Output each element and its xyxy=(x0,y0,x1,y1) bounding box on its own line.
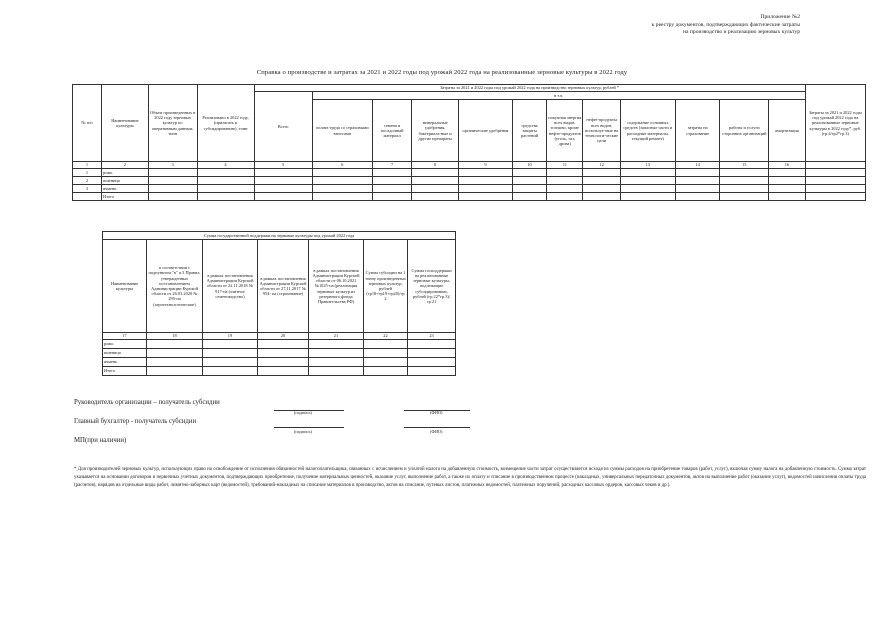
col-number: 16 xyxy=(769,162,805,169)
col-header-subsidy-total: Сумма господдержки на реализованные зерновые культуры, подлежащие субсидированию, рублей (гр.22*гр.3)/гр.21 xyxy=(408,240,456,333)
col-number: 4 xyxy=(197,162,254,169)
signature-head-label: Руководитель организации – получатель субсидии xyxy=(74,399,220,406)
col-header-final-costs: Затраты за 2021 и 2022 годы под урожай 2022 года на реализованные зерновые культуры в 2022 году*, руб. (гр.4/гр2*гр.3) xyxy=(805,85,865,162)
name-hint: (ФИО) xyxy=(430,410,443,415)
column-number-row xyxy=(103,333,456,340)
col-header-seeds: семена и посадочный материал xyxy=(372,100,411,162)
row-crop-name: рожь xyxy=(102,169,149,177)
col-header-total: Всего xyxy=(254,92,312,162)
row-crop-name: пшеница xyxy=(102,177,149,185)
table-row xyxy=(103,358,456,367)
col-header-no: № п/п xyxy=(73,85,102,162)
col-header-insurance: затраты на страхование xyxy=(675,100,720,162)
col-number: 20 xyxy=(258,333,309,340)
costs-table xyxy=(72,84,866,201)
col-number: 9 xyxy=(458,162,512,169)
col-number: 14 xyxy=(675,162,720,169)
col-number: 15 xyxy=(720,162,769,169)
table-row xyxy=(103,349,456,358)
col-number: 22 xyxy=(364,333,408,340)
col-header-insurance: в рамках постановления Администрации Курской области от 27.11.2017 № 954- па (страхование) xyxy=(258,240,309,333)
col-header-reserve-fund: в рамках постановления Администрации Курской области от 06.10.2021 №1025-па (реализация зерновых культур из резервного фонда Правительства РФ) xyxy=(309,240,364,333)
col-header-plant-protection: средства защиты растений xyxy=(512,100,546,162)
col-header-crop: Наименование культуры xyxy=(102,85,149,162)
column-number-row xyxy=(73,162,866,169)
col-header-fertilizers: минеральные удобрения, бактериаль-ные и другие препараты xyxy=(412,100,459,162)
col-header-subsidy-per-ton: Сумма субсидии на 1 тонну произведенных зерновых культур, рублей (гр18+гр19+гр20)/гр 2 xyxy=(364,240,408,333)
row-crop-name: пшеница xyxy=(103,349,147,358)
col-header-labor: оплата труда со страховыми взносами xyxy=(312,100,372,162)
col-header-costs: Затраты за 2021 и 2022 годы под урожай 2022 года на производство зерновых культур, рублей * xyxy=(254,85,805,92)
subsidy-table-header: Сумма государственной поддержки на зерновые культуры под урожай 2022 года xyxy=(103,232,456,240)
row-crop-name: ячмень xyxy=(102,185,149,193)
col-header-organic: органические удобрения xyxy=(458,100,512,162)
signature-accountant-label: Главный бухгалтер - получатель субсидии xyxy=(74,418,197,425)
col-number: 23 xyxy=(408,333,456,340)
col-header-oil-products: нефте-продукты всех видов, используе-мые на технологи-ческие цели xyxy=(583,100,620,162)
col-header-crop: Наименование культуры xyxy=(103,240,147,333)
col-number: 7 xyxy=(372,162,411,169)
footnote: * Для производителей зерновых культур, использующих право на освобождение от исполнения обязанностей налогоплательщика, связанных с исчислением и уплатой налога на добавленную стоимость, возмещение части затрат осуществляется исходя из суммы расходов на приобретение товаров (работ, услуг), включая сумму налога на добавленную стоимость. Сумма затрат указывается на основании договоров и первичных учетных документов, подтверждающих приобретение, получение материальных ценностей, оказание услуг, выполнение работ, а также их оплату и списание в производственном процессе (накладных, универсальных передаточных документов, актов на выполнение работ (оказание услуг), ведомостей начисления оплаты труда (расчетов), нарядов на отдельные виды работ, лимитно-заборных карт (ведомостей), требований-накладных на списание материалов в производство, актов на списание, путевых листов, платежных ведомостей, платежных поручений, расходных кассовых ордеров, кассовых чеков и др.). xyxy=(74,467,866,488)
col-number: 19 xyxy=(203,333,258,340)
col-number: 11 xyxy=(547,162,583,169)
total-row xyxy=(73,193,866,201)
col-header-volume: Объем произведенных в 2022 году зерновых культур по оперативным данным, тонн xyxy=(148,85,197,162)
col-header-sold: Реализовано в 2022 году, (прилагать к субсидированию), тонн xyxy=(197,85,254,162)
col-number: 17 xyxy=(103,333,147,340)
col-header-elite-seeds: в рамках постановления Администрации Курской области от 22.11.2018 № 917-па (элитное семеноводство) xyxy=(203,240,258,333)
col-number: 18 xyxy=(147,333,203,340)
row-crop-name: рожь xyxy=(103,340,147,349)
appendix-title: Приложение №2 xyxy=(760,14,800,20)
row-number: 1 xyxy=(73,169,102,177)
table-row xyxy=(73,169,866,177)
col-number: 10 xyxy=(512,162,546,169)
appendix-subtitle-2: на производство и реализацию зерновых культур xyxy=(683,29,800,35)
stamp-label: МП(при наличии) xyxy=(74,437,127,444)
col-number: 3 xyxy=(148,162,197,169)
sign-hint: (подпись) xyxy=(294,429,312,434)
col-header-incl: в т.ч. xyxy=(312,92,805,100)
col-number: 5 xyxy=(254,162,312,169)
total-label: Итого xyxy=(103,367,147,376)
total-row xyxy=(103,367,456,376)
appendix-subtitle-1: к реестру документов, подтверждающих фактические затраты xyxy=(651,21,800,28)
row-crop-name: ячмень xyxy=(103,358,147,367)
col-number: 6 xyxy=(312,162,372,169)
total-label: Итого xyxy=(102,193,149,201)
name-hint: (ФИО) xyxy=(430,429,443,434)
appendix-header xyxy=(570,14,800,37)
col-number: 13 xyxy=(620,162,675,169)
col-header-energy: покупная энергия всех видов, топливо, кроме нефте-продуктов (уголь, газ, дрова) xyxy=(547,100,583,162)
col-header-maintenance: содержание основных средств (запасные части и расходные материалы, текущий ремонт) xyxy=(620,100,675,162)
col-number: 12 xyxy=(583,162,620,169)
col-number xyxy=(805,162,865,169)
col-header-services: работы и услуги сторонних организаций xyxy=(720,100,769,162)
col-number: 2 xyxy=(102,162,149,169)
name-line xyxy=(404,427,470,428)
signature-line xyxy=(274,427,344,428)
subsidy-table xyxy=(102,231,456,376)
document-title: Справка о производстве и затратах за 2021 и 2022 годы под урожай 2022 года на реализованные зерновые культуры в 2022 году xyxy=(256,69,628,76)
table-row xyxy=(103,340,456,349)
row-number: 2 xyxy=(73,177,102,185)
col-number: 21 xyxy=(309,333,364,340)
col-number: 1 xyxy=(73,162,102,169)
table-row xyxy=(73,185,866,193)
col-header-depreciation: амортизация xyxy=(769,100,805,162)
sign-hint: (подпись) xyxy=(294,410,312,415)
col-number: 8 xyxy=(412,162,459,169)
col-header-agrotech: в соответствии с подпунктом "в" п.3 Правил, утвержденных постановлением Администрации Курской области от 26.03.2020 № 295-па (агротехнологические) xyxy=(147,240,203,333)
table-row xyxy=(73,177,866,185)
row-number: 3 xyxy=(73,185,102,193)
